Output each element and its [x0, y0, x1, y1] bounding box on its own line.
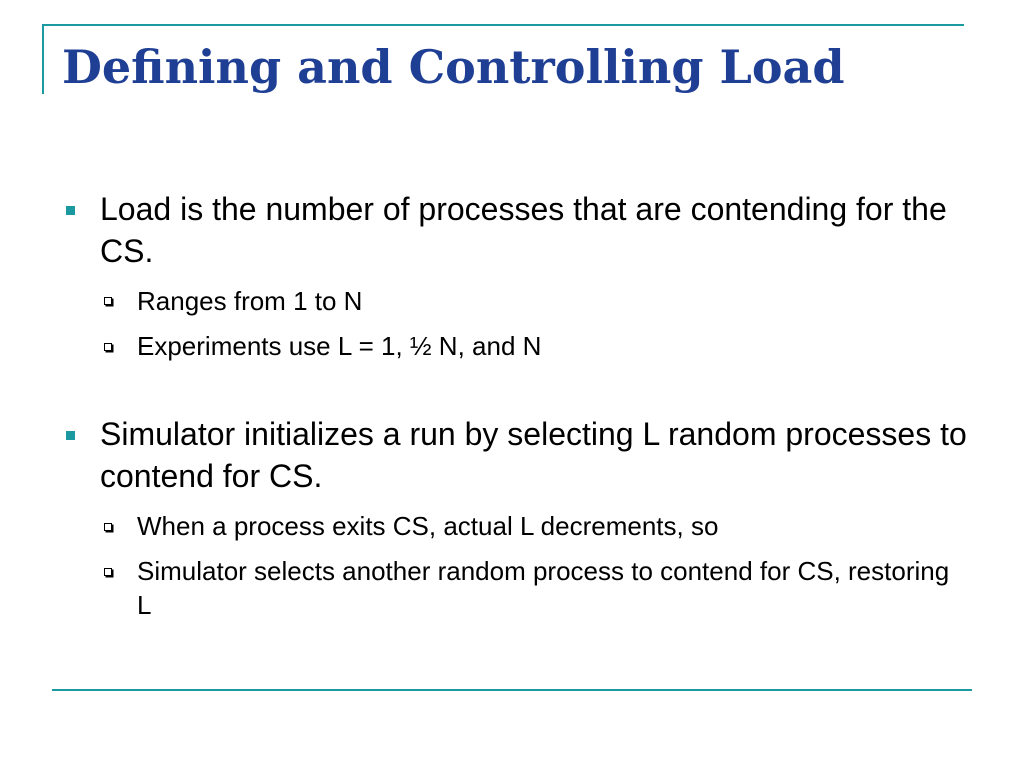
slide-title: Defining and Controlling Load [62, 40, 845, 94]
hollow-square-bullet-icon [104, 297, 112, 305]
bullet-text-1: Load is the number of processes that are contending for the CS. [100, 191, 947, 269]
sub-bullet-text-1-2: Experiments use L = 1, ½ N, and N [137, 331, 542, 361]
filled-square-bullet-icon [66, 431, 75, 440]
hollow-square-bullet-icon [104, 343, 112, 351]
filled-square-bullet-icon [66, 206, 75, 215]
hollow-square-bullet-icon [104, 523, 112, 531]
frame-top-line [42, 24, 964, 26]
bullet-text-2: Simulator initializes a run by selecting L random processes to contend for CS. [100, 416, 967, 494]
sub-bullet-text-1-1: Ranges from 1 to N [137, 286, 363, 316]
sub-bullet-text-2-2: Simulator selects another random process to contend for CS, restoring L [137, 556, 950, 620]
frame-bottom-line [52, 689, 972, 691]
sub-bullet-text-2-1: When a process exits CS, actual L decrements, so [137, 511, 719, 541]
hollow-square-bullet-icon [104, 568, 112, 576]
frame-left-line [42, 24, 44, 94]
